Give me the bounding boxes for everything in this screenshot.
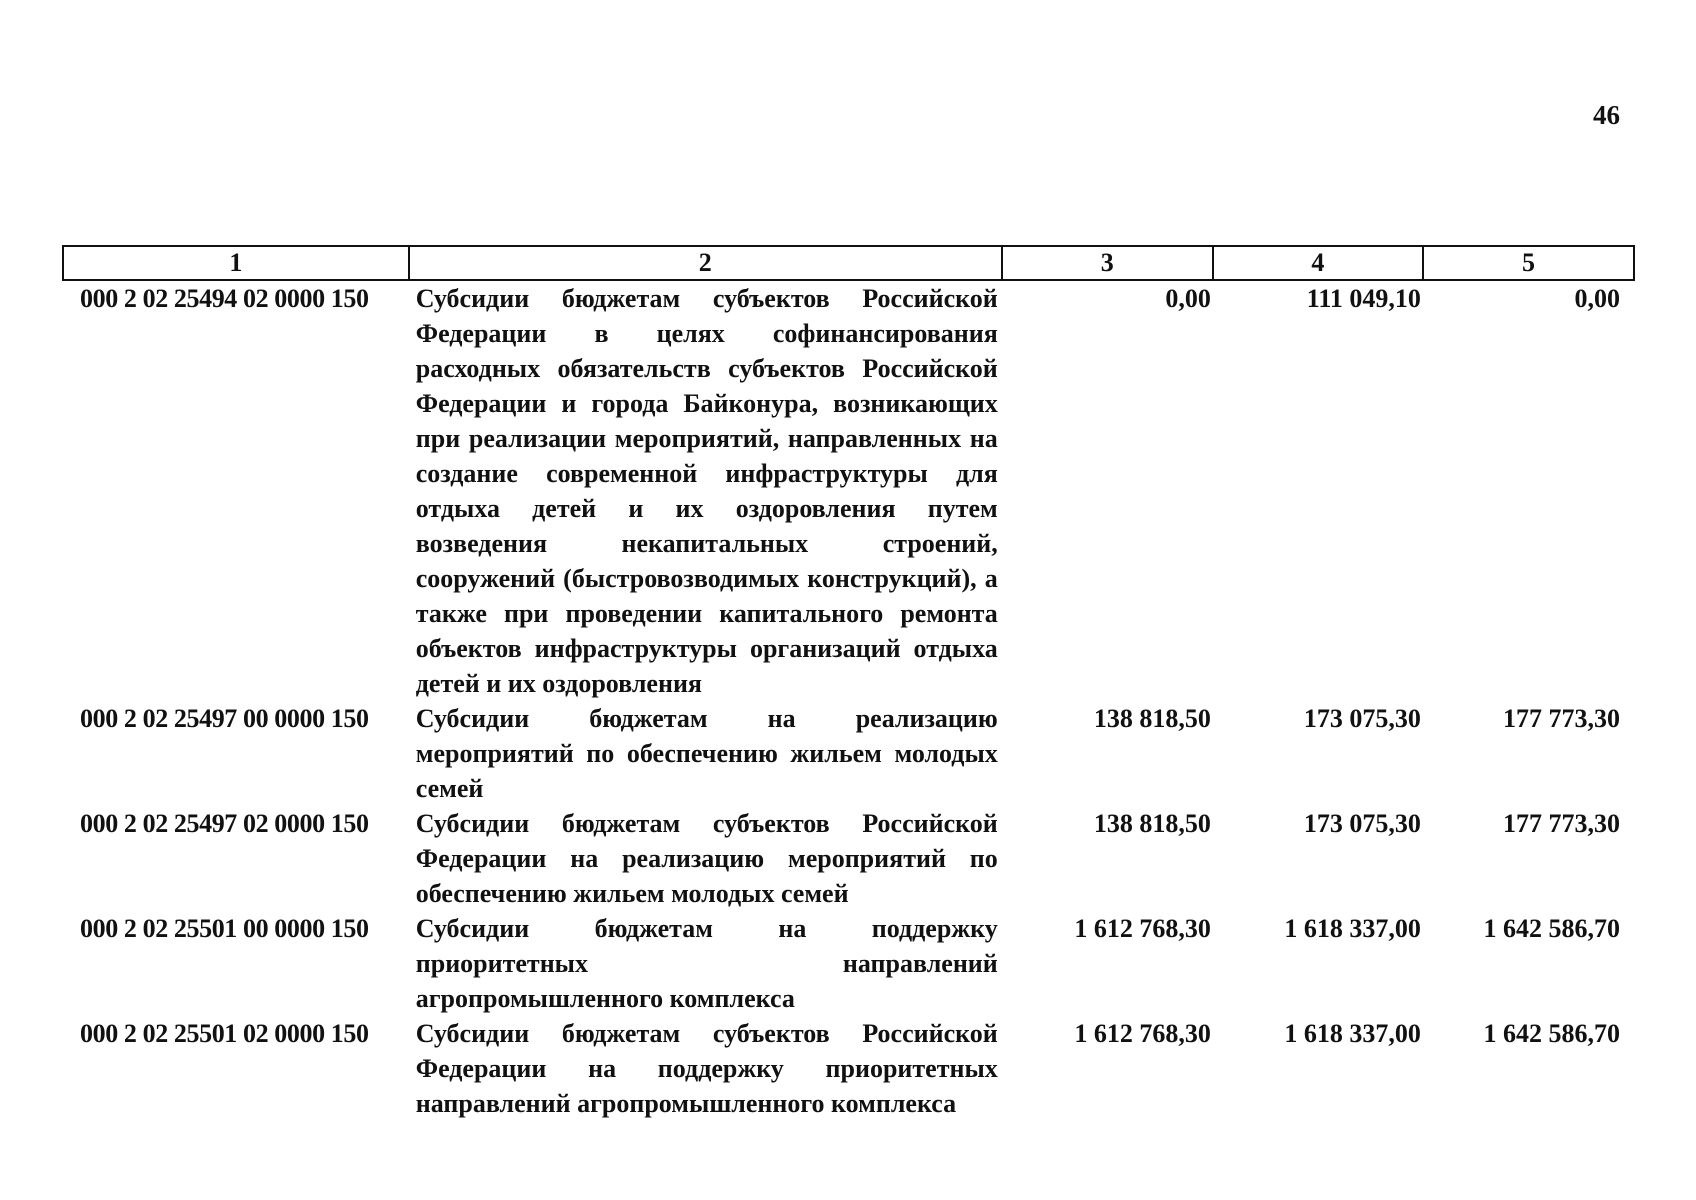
amount-col-5: 177 773,30 <box>1503 704 1620 733</box>
budget-code: 000 2 02 25497 00 0000 150 <box>80 704 369 733</box>
amount-col-3: 1 612 768,30 <box>1074 914 1211 943</box>
amount-col-5: 177 773,30 <box>1503 809 1620 838</box>
amount-col-3: 1 612 768,30 <box>1074 1019 1211 1048</box>
amount-col-5: 0,00 <box>1574 284 1620 313</box>
amount-col-4: 1 618 337,00 <box>1284 914 1421 943</box>
header-col-2: 2 <box>409 246 1002 280</box>
amount-col-4: 173 075,30 <box>1303 809 1421 838</box>
table-row <box>63 1016 1634 1121</box>
table-row <box>63 806 1634 911</box>
row-description: Субсидии бюджетам на реализацию мероприятий по обеспечению жильем молодых семей <box>415 704 998 803</box>
page-number: 46 <box>1593 100 1620 130</box>
header-col-4: 4 <box>1213 246 1423 280</box>
amount-col-4: 111 049,10 <box>1306 284 1421 313</box>
budget-code: 000 2 02 25501 00 0000 150 <box>80 914 369 943</box>
row-description: Субсидии бюджетам субъектов Российской Федерации в целях софинансирования расходных обязательств субъектов Российской Федерации и города Байконура, возникающих при реализации мероприятий, направленных на создание современной инфраструктуры для отдыха детей и их оздоровления путем возведения некапитальных строений, сооружений (быстровозводимых конструкций), а также при проведении капитального ремонта объектов инфраструктуры организаций отдыха детей и их оздоровления <box>415 284 998 698</box>
row-description: Субсидии бюджетам на поддержку приоритетных направлений агропромышленного комплекса <box>415 914 998 1013</box>
header-row <box>63 246 1634 280</box>
header-col-3: 3 <box>1002 246 1213 280</box>
table-row <box>63 911 1634 1016</box>
header-col-5: 5 <box>1423 246 1634 280</box>
budget-code: 000 2 02 25494 02 0000 150 <box>80 284 369 313</box>
budget-table <box>62 245 1635 1121</box>
table-body <box>63 280 1634 1121</box>
header-col-1: 1 <box>63 246 409 280</box>
amount-col-3: 0,00 <box>1165 284 1211 313</box>
amount-col-4: 1 618 337,00 <box>1284 1019 1421 1048</box>
table-row <box>63 280 1634 701</box>
amount-col-4: 173 075,30 <box>1303 704 1421 733</box>
row-description: Субсидии бюджетам субъектов Российской Федерации на реализацию мероприятий по обеспечению жильем молодых семей <box>415 809 998 908</box>
amount-col-3: 138 818,50 <box>1093 809 1211 838</box>
budget-code: 000 2 02 25501 02 0000 150 <box>80 1019 369 1048</box>
budget-code: 000 2 02 25497 02 0000 150 <box>80 809 369 838</box>
row-description: Субсидии бюджетам субъектов Российской Федерации на поддержку приоритетных направлений агропромышленного комплекса <box>415 1019 998 1118</box>
table-header <box>63 246 1634 280</box>
amount-col-3: 138 818,50 <box>1093 704 1211 733</box>
amount-col-5: 1 642 586,70 <box>1483 1019 1620 1048</box>
table-row <box>63 701 1634 806</box>
amount-col-5: 1 642 586,70 <box>1483 914 1620 943</box>
